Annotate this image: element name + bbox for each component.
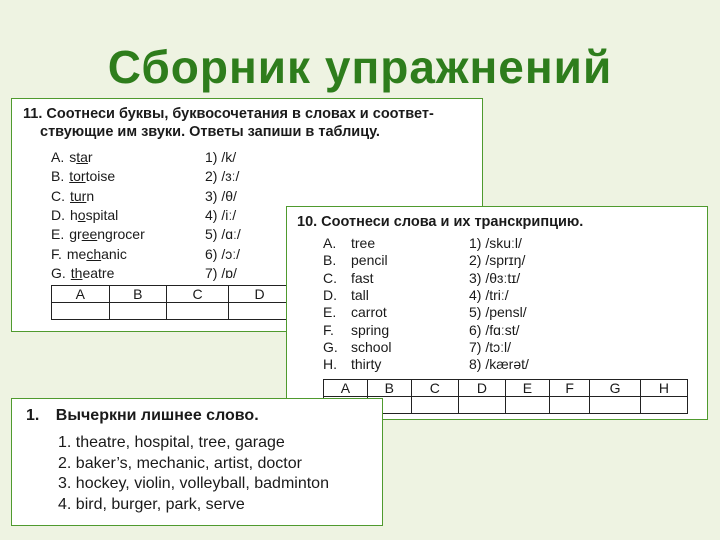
exercise-10-transcription: 7) /tɔːl/ xyxy=(469,338,512,355)
exercise-11-word xyxy=(51,188,94,205)
word-label: D. xyxy=(51,206,65,223)
exercise-11-heading-line1: 11. Соотнеси буквы, буквосочетания в словах и соответ- xyxy=(23,106,434,122)
word-text: tree xyxy=(351,235,376,251)
word-label: E. xyxy=(323,304,337,321)
exercise-10-transcription: 5) /pensl/ xyxy=(469,304,527,321)
answer-table-header-cell: E xyxy=(506,380,550,397)
exercise-10-transcription: 4) /triː/ xyxy=(469,286,509,303)
exercise-10-word xyxy=(323,235,375,252)
exercise-10-word xyxy=(323,287,369,304)
exercise-10-word xyxy=(323,322,389,339)
exercise-10-word xyxy=(323,252,388,269)
exercise-10-transcription: 6) /fɑːst/ xyxy=(469,321,520,338)
exercise-11-word xyxy=(51,149,93,166)
word-prefix: gr xyxy=(69,226,82,243)
word-label: F. xyxy=(323,321,334,338)
word-label: G. xyxy=(323,338,338,355)
answer-table-header-cell: C xyxy=(411,380,458,397)
answer-table-header-cell: B xyxy=(367,380,411,397)
exercise-10-word xyxy=(323,304,387,321)
exercise-1-item: 3. hockey, violin, volleyball, badminton xyxy=(58,475,329,492)
answer-table-header-cell: B xyxy=(109,286,167,303)
answer-table-cell xyxy=(549,397,590,414)
exercise-10-transcription: 1) /skuːl/ xyxy=(469,235,522,251)
exercise-11-sound: 7) /ɒ/ xyxy=(205,264,237,281)
word-suffix: n xyxy=(86,187,95,204)
exercise-11-heading-line2: ствующие им звуки. Ответы запиши в таблицу. xyxy=(40,124,380,140)
exercise-10-word xyxy=(323,356,381,373)
answer-table-header-cell: A xyxy=(324,380,368,397)
word-suffix: anic xyxy=(101,245,127,262)
word-underlined-part: tur xyxy=(70,187,87,204)
exercise-10-transcription: 8) /kærət/ xyxy=(469,356,529,373)
exercise-1-heading-number: 1. xyxy=(26,407,40,424)
exercise-1-heading xyxy=(26,407,259,425)
word-suffix: spital xyxy=(85,206,119,223)
word-label: B. xyxy=(51,168,65,185)
word-text: spring xyxy=(351,321,390,338)
exercise-10-word xyxy=(323,270,374,287)
slide-title: Сборник упражнений xyxy=(107,41,613,93)
answer-table-cell xyxy=(640,397,687,414)
word-label: G. xyxy=(51,264,66,281)
answer-table-cell xyxy=(411,397,458,414)
word-label: D. xyxy=(323,286,337,303)
exercise-11-word xyxy=(51,168,115,185)
exercise-11-word xyxy=(51,226,145,243)
word-label: E. xyxy=(51,226,65,243)
word-underlined-part: th xyxy=(70,264,83,281)
answer-table-header-cell: D xyxy=(458,380,505,397)
exercise-10-word xyxy=(323,339,391,356)
word-suffix: r xyxy=(87,149,93,165)
word-underlined-part: tor xyxy=(69,168,86,185)
word-label: C. xyxy=(323,269,337,286)
exercise-10-transcription: 3) /θɜːtɪ/ xyxy=(469,269,521,286)
word-prefix: h xyxy=(70,206,78,223)
exercise-10-card xyxy=(286,206,708,420)
word-suffix: eatre xyxy=(82,264,115,281)
word-label: H. xyxy=(323,356,337,373)
answer-table-cell xyxy=(109,303,167,320)
exercise-11-sound: 3) /θ/ xyxy=(205,187,237,204)
answer-table-header-cell: C xyxy=(167,286,229,303)
exercise-11-sound: 2) /ɜː/ xyxy=(205,168,240,185)
answer-table-cell xyxy=(506,397,550,414)
exercise-11-word xyxy=(51,207,118,224)
exercise-11-word xyxy=(51,246,127,263)
word-underlined-part: ee xyxy=(81,226,98,243)
word-label: A. xyxy=(323,235,337,251)
answer-table-cell xyxy=(167,303,229,320)
exercise-11-word xyxy=(51,265,114,282)
word-underlined-part: ta xyxy=(76,149,88,165)
answer-table-header-cell: A xyxy=(52,286,110,303)
word-text: tall xyxy=(351,286,369,303)
word-underlined-part: o xyxy=(77,206,86,223)
word-label: F. xyxy=(51,245,62,262)
exercise-1-item: 1. theatre, hospital, tree, garage xyxy=(58,434,285,451)
answer-table-header-cell: H xyxy=(640,380,687,397)
word-label: A. xyxy=(51,149,65,165)
answer-table-cell xyxy=(458,397,505,414)
exercise-11-sound: 1) /k/ xyxy=(205,149,237,165)
exercise-11-sound: 4) /iː/ xyxy=(205,206,237,223)
exercise-10-heading: 10. Соотнеси слова и их транскрипцию. xyxy=(297,214,584,230)
exercise-1-item: 2. baker’s, mechanic, artist, doctor xyxy=(58,454,302,472)
word-prefix: s xyxy=(69,149,77,165)
word-text: school xyxy=(351,338,392,355)
answer-table-cell xyxy=(52,303,110,320)
answer-table-header-cell: F xyxy=(549,380,590,397)
answer-table-cell xyxy=(590,397,640,414)
answer-table-header-cell: G xyxy=(590,380,640,397)
exercise-1-item: 4. bird, burger, park, serve xyxy=(58,495,245,513)
word-suffix: toise xyxy=(85,168,116,185)
word-text: pencil xyxy=(351,252,388,269)
exercise-1-card xyxy=(11,398,383,526)
word-text: carrot xyxy=(351,304,387,321)
word-prefix: me xyxy=(66,245,87,262)
exercise-11-answer-table xyxy=(51,285,291,320)
exercise-11-heading xyxy=(23,105,434,141)
exercise-11-sound: 6) /ɔː/ xyxy=(205,245,241,262)
word-text: fast xyxy=(351,269,374,286)
word-suffix: ngrocer xyxy=(97,226,145,243)
answer-table-header-cell: D xyxy=(229,286,291,303)
word-label: C. xyxy=(51,187,65,204)
answer-table-cell xyxy=(229,303,291,320)
exercise-1-heading-text: Вычеркни лишнее слово. xyxy=(55,407,259,424)
word-underlined-part: ch xyxy=(86,245,102,262)
exercise-11-sound: 5) /ɑː/ xyxy=(205,226,241,243)
word-label: B. xyxy=(323,252,337,269)
exercise-10-transcription: 2) /sprɪŋ/ xyxy=(469,252,526,269)
word-text: thirty xyxy=(351,356,382,373)
